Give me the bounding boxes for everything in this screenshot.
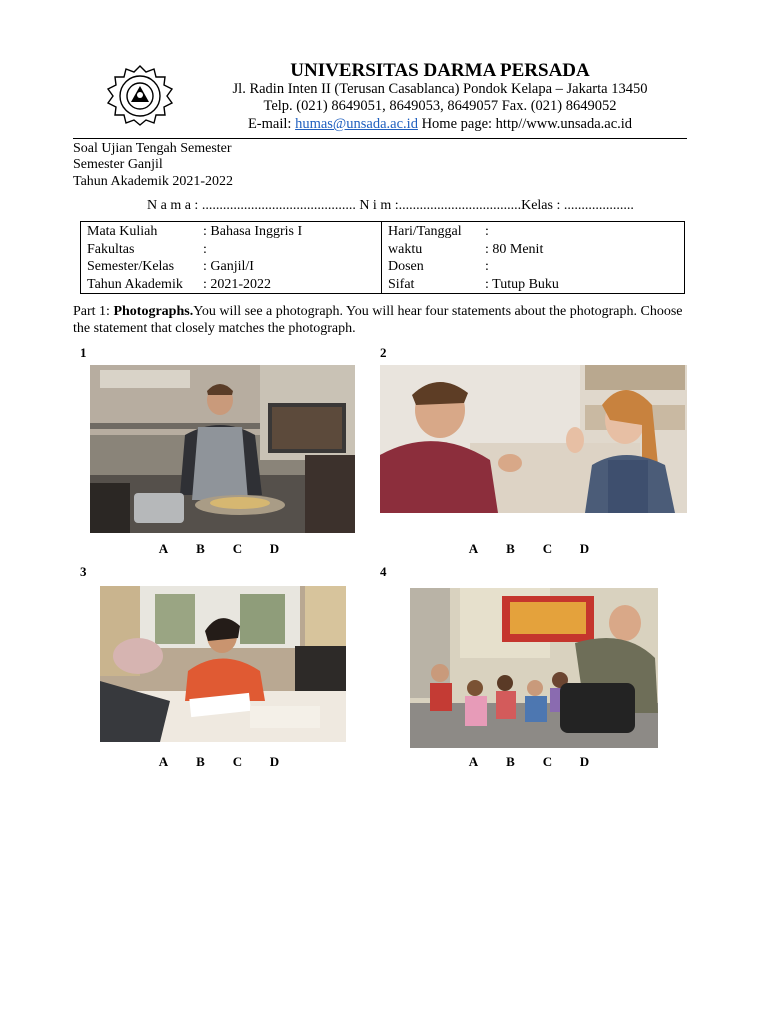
- course-info-right: [382, 222, 684, 293]
- university-seal-logo: [104, 64, 176, 126]
- university-name: UNIVERSITAS DARMA PERSADA: [290, 60, 590, 81]
- email-link[interactable]: humas@unsada.ac.id: [295, 116, 418, 132]
- exam-type: Soal Ujian Tengah Semester: [73, 141, 232, 156]
- choice-a[interactable]: A: [158, 541, 169, 556]
- question-number: 2: [380, 345, 387, 360]
- choice-c[interactable]: C: [542, 754, 553, 769]
- answer-choices: [157, 541, 281, 557]
- exam-semester: Semester Ganjil: [73, 157, 163, 172]
- choice-b[interactable]: B: [196, 541, 205, 556]
- photo-student-studying: [100, 586, 346, 742]
- choice-d[interactable]: D: [269, 541, 280, 556]
- answer-choices: [467, 541, 591, 557]
- exam-year: Tahun Akademik 2021-2022: [73, 174, 233, 189]
- university-address: Jl. Radin Inten II (Terusan Casablanca) Pondok Kelapa – Jakarta 13450: [232, 81, 648, 97]
- info-row: Dosen :: [388, 259, 489, 274]
- photo-sign-language-conversation: [380, 365, 687, 513]
- choice-d[interactable]: D: [579, 754, 590, 769]
- choice-b[interactable]: B: [506, 541, 515, 556]
- answer-choices: [157, 754, 281, 770]
- question-number: 3: [80, 564, 87, 579]
- question-number: 4: [380, 564, 387, 579]
- header-divider: [73, 138, 687, 139]
- course-info-left: [81, 222, 382, 293]
- part1-title: Photographs.: [113, 304, 194, 319]
- email-label: E-mail:: [247, 116, 292, 132]
- info-row: waktu : 80 Menit: [388, 241, 544, 257]
- choice-a[interactable]: A: [468, 754, 479, 769]
- choice-b[interactable]: B: [506, 754, 515, 769]
- choice-b[interactable]: B: [196, 754, 205, 769]
- info-row: Fakultas :: [87, 241, 207, 257]
- choice-d[interactable]: D: [579, 541, 590, 556]
- info-row: Tahun Akademik : 2021-2022: [87, 276, 272, 292]
- info-row: Sifat : Tutup Buku: [388, 276, 559, 292]
- info-row: Hari/Tanggal :: [388, 224, 489, 239]
- answer-choices: [467, 754, 591, 770]
- info-row: Mata Kuliah : Bahasa Inggris I: [87, 224, 303, 239]
- course-info-table: [80, 221, 685, 294]
- part1-instructions: Part 1: Photographs.You will see a photograph. You will hear four statements about the photograph. Choose the statement that closely matches the photograph.: [73, 304, 683, 336]
- choice-d[interactable]: D: [269, 754, 280, 769]
- choice-a[interactable]: A: [468, 541, 479, 556]
- choice-a[interactable]: A: [158, 754, 169, 769]
- choice-c[interactable]: C: [542, 541, 553, 556]
- photo-chef-cooking: [90, 365, 355, 533]
- choice-c[interactable]: C: [232, 541, 243, 556]
- student-id-line: N a m a : ............................................ N i m :...................................Kelas : ....................: [147, 198, 634, 213]
- university-contact: [200, 116, 680, 133]
- question-number: 1: [80, 345, 87, 360]
- info-row: Semester/Kelas : Ganjil/I: [87, 259, 254, 274]
- choice-c[interactable]: C: [232, 754, 243, 769]
- photo-teacher-reading-to-children: [410, 588, 658, 748]
- university-phone: Telp. (021) 8649051, 8649053, 8649057 Fax. (021) 8649052: [263, 98, 617, 114]
- homepage-text: Home page: http//www.unsada.ac.id: [421, 116, 633, 132]
